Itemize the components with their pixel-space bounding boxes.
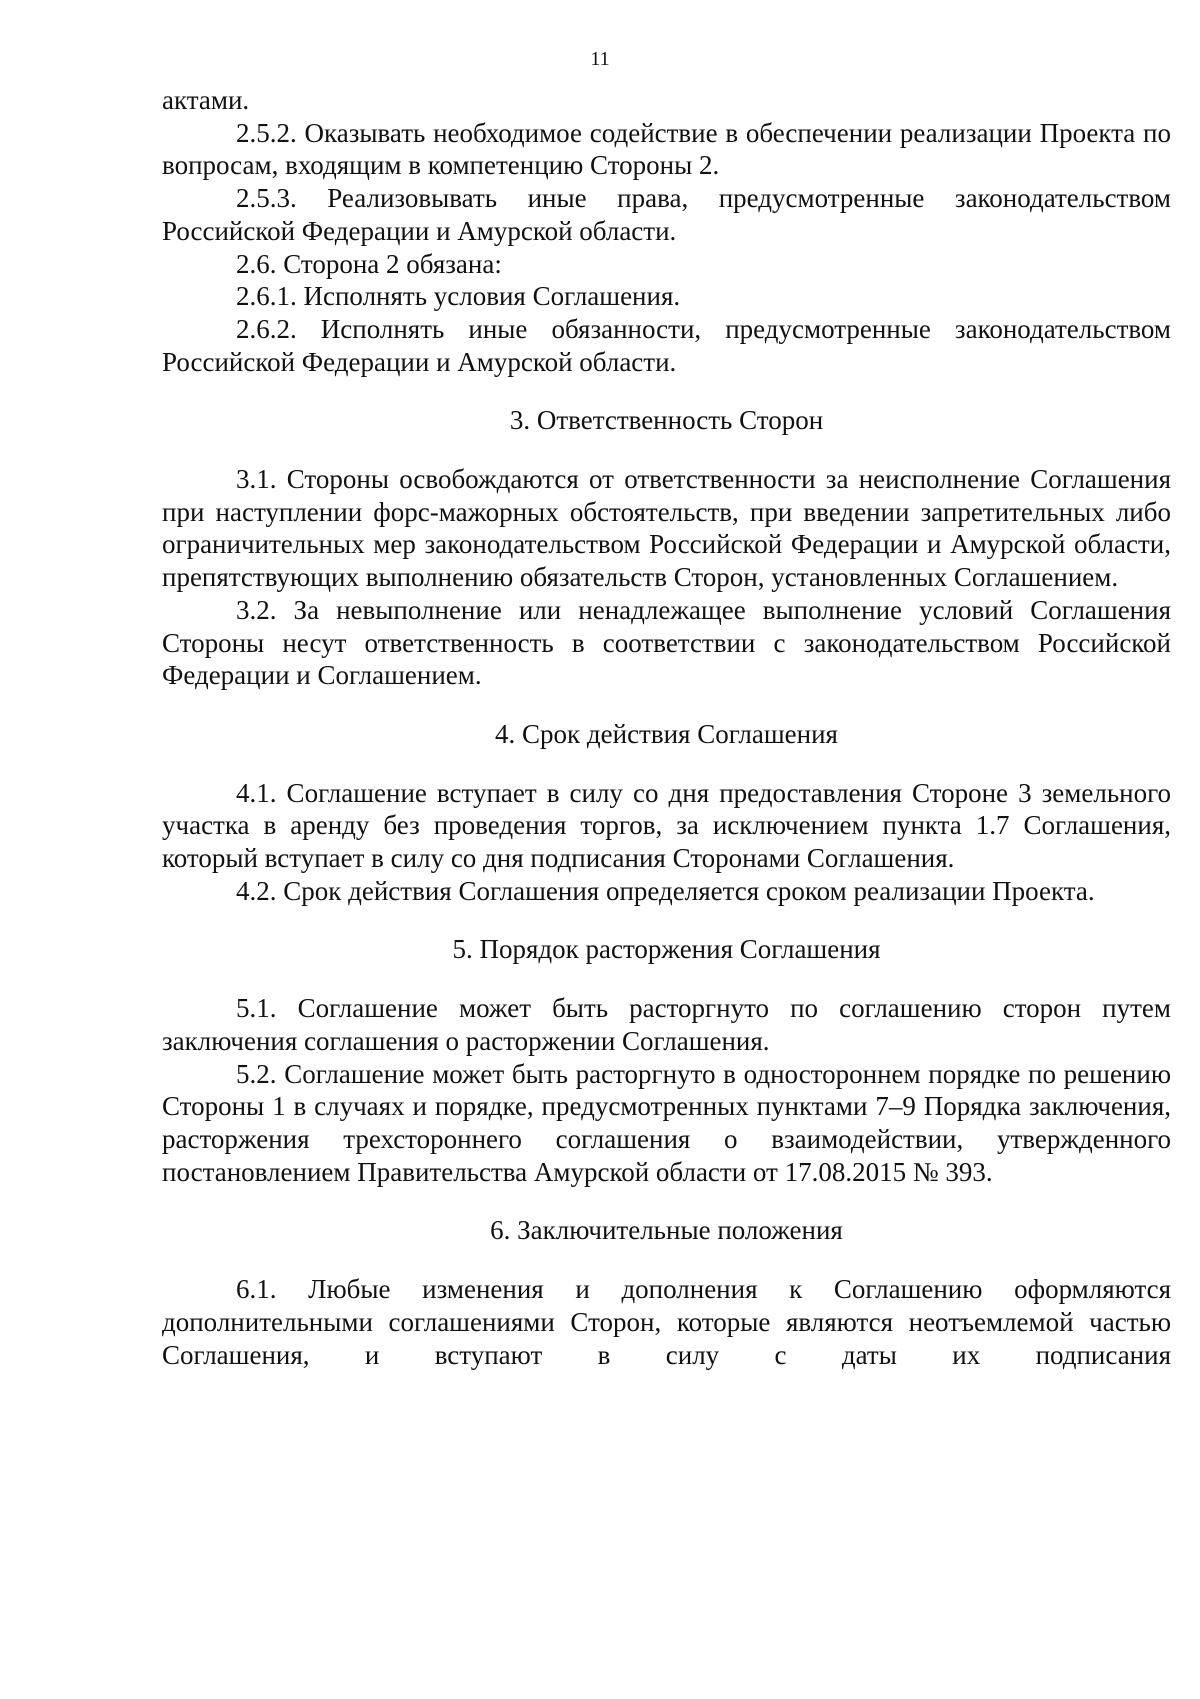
clause-2-5-3: 2.5.3. Реализовывать иные права, предусмотренные законодательством Российской Федерации и Амурской области. — [162, 183, 1171, 246]
clause-3-2: 3.2. За невыполнение или ненадлежащее выполнение условий Соглашения Стороны несут ответственность в соответствии с законодательством Российской Федерации и Соглашением. — [162, 594, 1171, 691]
clause-4-1: 4.1. Соглашение вступает в силу со дня предоставления Стороне 3 земельного участка в аренду без проведения торгов, за исключением пункта 1.7 Соглашения, который вступает в силу со дня подписания Сторонами Соглашения. — [162, 777, 1171, 874]
clause-5-2: 5.2. Соглашение может быть расторгнуто в одностороннем порядке по решению Стороны 1 в случаях и порядке, предусмотренных пунктами 7–9 Порядка заключения, расторжения трехстороннего соглашения о взаимодействии, утвержденного постановлением Правительства Амурской области от 17.08.2015 № 393. — [162, 1058, 1171, 1187]
clause-3-1: 3.1. Стороны освобождаются от ответственности за неисполнение Соглашения при наступлении форс-мажорных обстоятельств, при введении запретительных либо ограничительных мер законодательством Российской Федерации и Амурской области, препятствующих выполнению обязательств Сторон, установленных Соглашением. — [162, 464, 1171, 593]
paragraph-continuation: актами. — [162, 85, 250, 115]
clause-4-2: 4.2. Срок действия Соглашения определяется сроком реализации Проекта. — [236, 875, 1095, 906]
section-4-heading: 4. Срок действия Соглашения — [495, 718, 838, 749]
section-3-heading: 3. Ответственность Сторон — [509, 405, 824, 436]
section-6-heading: 6. Заключительные положения — [490, 1215, 843, 1246]
clause-2-6-1: 2.6.1. Исполнять условия Соглашения. — [236, 281, 681, 312]
clause-2-6-2: 2.6.2. Исполнять иные обязанности, предусмотренные законодательством Российской Федерации и Амурской области. — [162, 313, 1171, 377]
document-body — [162, 84, 1171, 1371]
page-number: 11 — [590, 48, 610, 70]
clause-2-6: 2.6. Сторона 2 обязана: — [236, 248, 502, 279]
section-5-heading: 5. Порядок расторжения Соглашения — [452, 934, 881, 965]
clause-2-5-2: 2.5.2. Оказывать необходимое содействие в обеспечении реализации Проекта по вопросам, входящим в компетенцию Стороны 2. — [162, 117, 1171, 181]
clause-6-1: 6.1. Любые изменения и дополнения к Соглашению оформляются дополнительными соглашениями Сторон, которые являются неотъемлемой частью Соглашения, и вступают в силу с даты их подписания — [162, 1274, 1171, 1370]
clause-5-1: 5.1. Соглашение может быть расторгнуто по соглашению сторон путем заключения соглашения о расторжении Соглашения. — [162, 993, 1171, 1056]
